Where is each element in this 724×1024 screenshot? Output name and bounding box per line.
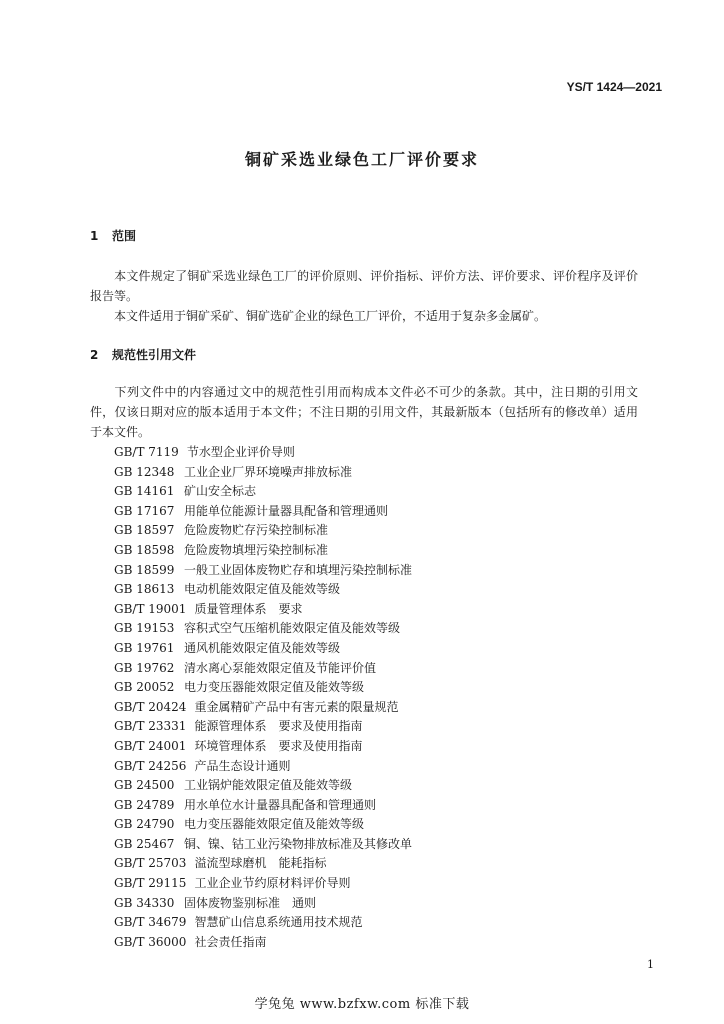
reference-item — [114, 521, 412, 541]
reference-code: GB/T 29115 — [114, 876, 187, 891]
reference-title: 清水离心泵能效限定值及节能评价值 — [184, 660, 377, 675]
reference-title: 固体废物鉴别标准 通则 — [184, 895, 317, 910]
section-2-heading — [90, 346, 196, 363]
reference-code: GB 24500 — [114, 778, 175, 793]
reference-title: 危险废物填埋污染控制标准 — [184, 542, 329, 557]
reference-item — [114, 913, 412, 933]
reference-item — [114, 854, 412, 874]
footer-watermark: 学兔兔 www.bzfxw.com 标准下载 — [254, 997, 470, 1012]
reference-title: 重金属精矿产品中有害元素的限量规范 — [194, 699, 399, 714]
reference-item — [114, 561, 412, 581]
reference-title: 电动机能效限定值及能效等级 — [184, 582, 341, 597]
reference-item — [114, 619, 412, 639]
page-number: 1 — [647, 958, 654, 971]
reference-item — [114, 541, 412, 561]
reference-code: GB 18597 — [114, 523, 175, 538]
reference-title: 电力变压器能效限定值及能效等级 — [184, 817, 365, 832]
reference-code: GB 20052 — [114, 680, 175, 695]
reference-item — [114, 482, 412, 502]
reference-code: GB 24789 — [114, 797, 175, 812]
reference-item — [114, 757, 412, 777]
reference-title: 产品生态设计通则 — [194, 758, 291, 773]
reference-title: 危险废物贮存污染控制标准 — [184, 523, 329, 538]
section-number: 2 — [90, 348, 99, 362]
reference-code: GB 17167 — [114, 503, 175, 518]
reference-item — [114, 933, 412, 953]
reference-item — [114, 776, 412, 796]
reference-title: 用能单位能源计量器具配备和管理通则 — [184, 503, 389, 518]
reference-title: 智慧矿山信息系统通用技术规范 — [194, 915, 363, 930]
reference-title: 质量管理体系 要求 — [194, 601, 303, 616]
reference-item — [114, 463, 412, 483]
reference-item — [114, 678, 412, 698]
standard-code: YS/T 1424—2021 — [566, 80, 662, 94]
reference-code: GB/T 24256 — [114, 758, 187, 773]
reference-code: GB/T 23331 — [114, 719, 187, 734]
reference-title: 电力变压器能效限定值及能效等级 — [184, 680, 365, 695]
reference-code: GB/T 7119 — [114, 445, 179, 459]
reference-code: GB/T 25703 — [114, 856, 187, 871]
reference-item — [114, 659, 412, 679]
reference-code: GB/T 34679 — [114, 915, 187, 930]
reference-title: 铜、镍、钴工业污染物排放标准及其修改单 — [184, 836, 413, 851]
reference-title: 一般工业固体废物贮存和填埋污染控制标准 — [184, 562, 413, 577]
section-number: 1 — [90, 229, 99, 243]
reference-code: GB 18613 — [114, 582, 175, 597]
section-1-heading — [90, 227, 136, 244]
reference-item — [114, 443, 412, 463]
reference-item — [114, 698, 412, 718]
reference-title: 能源管理体系 要求及使用指南 — [194, 719, 363, 734]
reference-title: 溢流型球磨机 能耗指标 — [194, 856, 327, 871]
reference-item — [114, 737, 412, 757]
section-1-paragraph-2 — [90, 306, 638, 326]
reference-item — [114, 815, 412, 835]
reference-item — [114, 600, 412, 620]
reference-title: 用水单位水计量器具配备和管理通则 — [184, 797, 377, 812]
paragraph-text: 本文件规定了铜矿采选业绿色工厂的评价原则、评价指标、评价方法、评价要求、评价程序及评价报告等。 — [90, 269, 638, 303]
reference-item — [114, 580, 412, 600]
reference-code: GB/T 36000 — [114, 934, 187, 949]
reference-code: GB 19762 — [114, 660, 175, 675]
reference-item — [114, 502, 412, 522]
reference-title: 工业企业节约原材料评价导则 — [194, 876, 351, 891]
reference-code: GB 34330 — [114, 895, 175, 910]
section-2-paragraph-1 — [90, 382, 638, 442]
reference-item — [114, 639, 412, 659]
reference-item — [114, 835, 412, 855]
reference-code: GB 18599 — [114, 562, 175, 577]
reference-code: GB 19153 — [114, 621, 175, 636]
section-1-paragraph-1 — [90, 266, 638, 306]
reference-title: 通风机能效限定值及能效等级 — [184, 640, 341, 655]
document-title: 铜矿采选业绿色工厂评价要求 — [244, 150, 479, 169]
reference-code: GB/T 20424 — [114, 699, 187, 714]
reference-title: 环境管理体系 要求及使用指南 — [194, 738, 363, 753]
reference-code: GB/T 24001 — [114, 738, 187, 753]
reference-title: 节水型企业评价导则 — [186, 445, 295, 459]
reference-title: 容积式空气压缩机能效限定值及能效等级 — [184, 621, 401, 636]
reference-code: GB/T 19001 — [114, 601, 187, 616]
reference-code: GB 14161 — [114, 484, 175, 499]
section-title: 规范性引用文件 — [112, 348, 197, 362]
reference-item — [114, 894, 412, 914]
reference-code: GB 24790 — [114, 817, 175, 832]
paragraph-text: 本文件适用于铜矿采矿、铜矿选矿企业的绿色工厂评价，不适用于复杂多金属矿。 — [114, 309, 547, 323]
reference-code: GB 19761 — [114, 640, 175, 655]
reference-item — [114, 717, 412, 737]
reference-list — [114, 443, 412, 952]
reference-code: GB 12348 — [114, 464, 175, 479]
reference-title: 工业锅炉能效限定值及能效等级 — [184, 778, 353, 793]
reference-title: 矿山安全标志 — [184, 484, 257, 499]
reference-item — [114, 796, 412, 816]
reference-title: 社会责任指南 — [194, 934, 267, 949]
reference-code: GB 25467 — [114, 836, 175, 851]
section-title: 范围 — [112, 229, 137, 243]
reference-title: 工业企业厂界环境噪声排放标准 — [184, 464, 353, 479]
reference-item — [114, 874, 412, 894]
reference-code: GB 18598 — [114, 542, 175, 557]
paragraph-text: 下列文件中的内容通过文中的规范性引用而构成本文件必不可少的条款。其中，注日期的引用文件，仅该日期对应的版本适用于本文件；不注日期的引用文件，其最新版本（包括所有的修改单）适用于本文件。 — [90, 385, 638, 439]
